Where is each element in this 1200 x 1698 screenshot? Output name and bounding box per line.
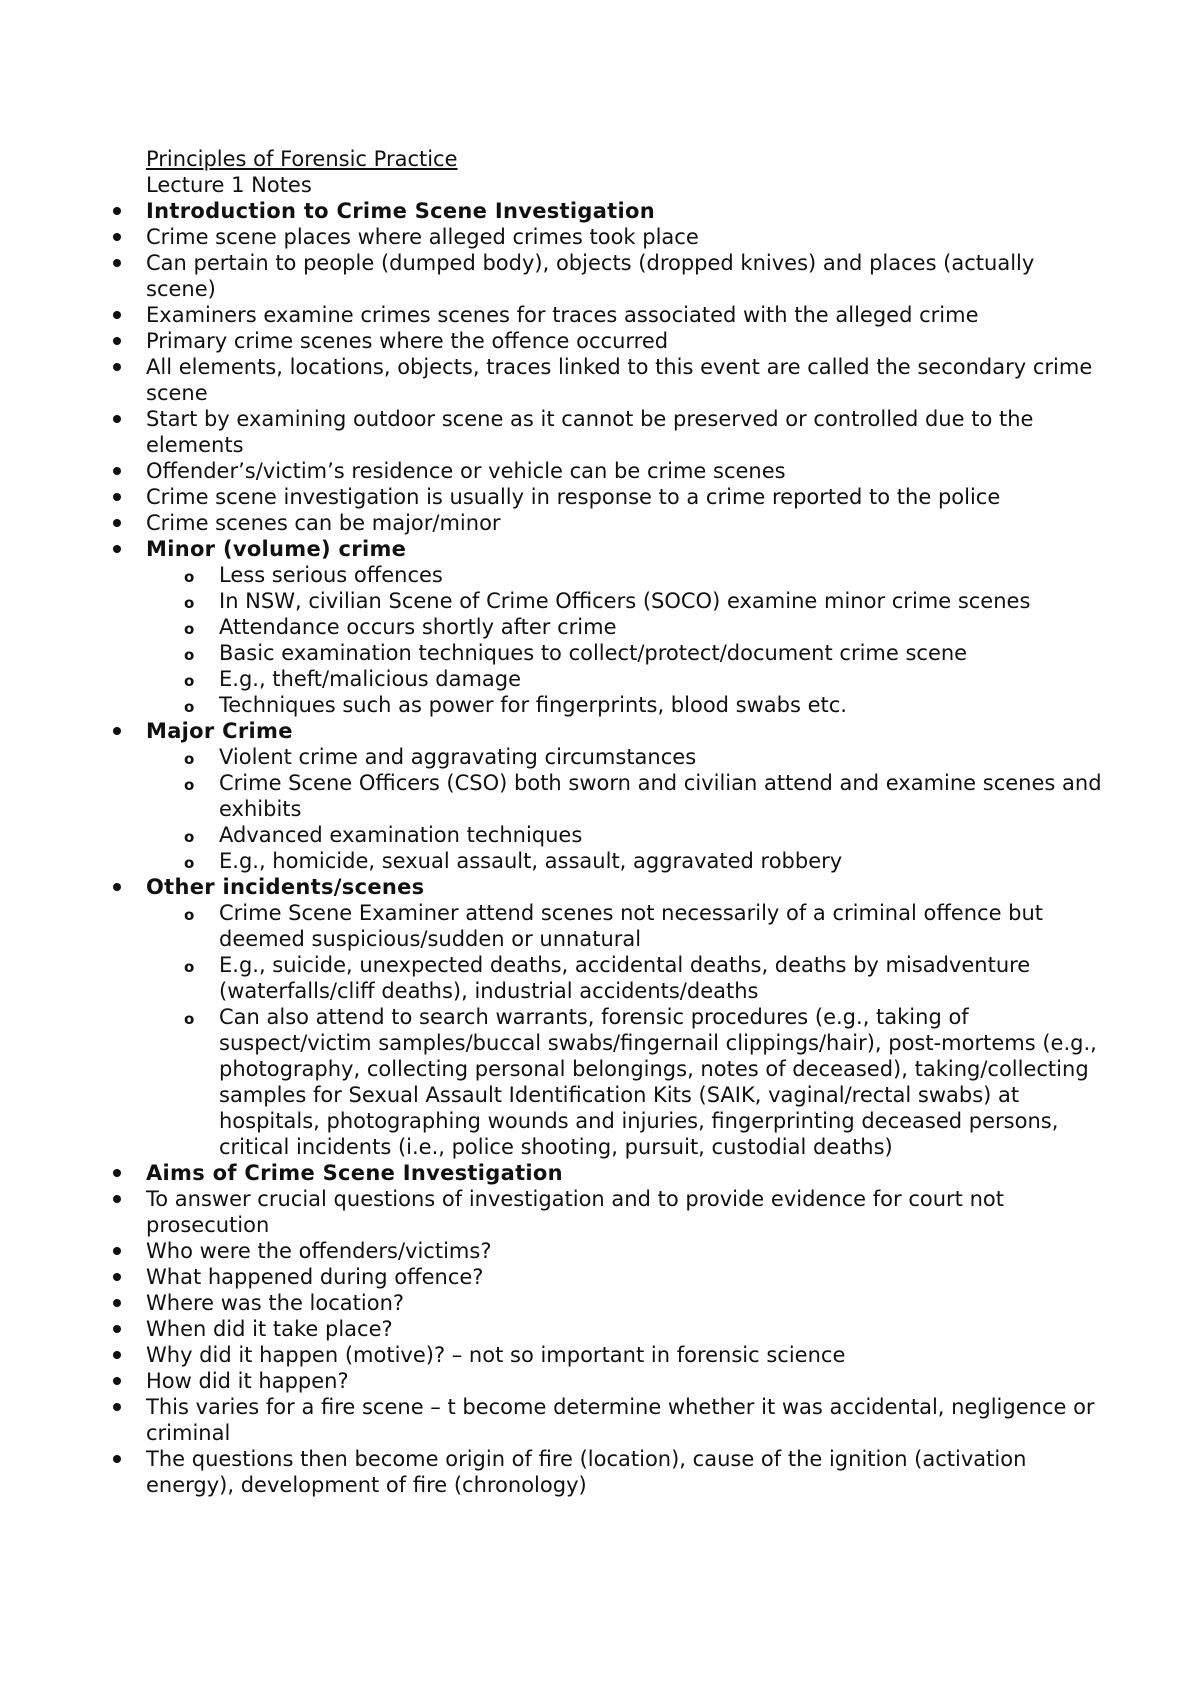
sub-list [146, 562, 1106, 718]
sub-bullet-marker: o [184, 906, 195, 924]
sub-bullet-item [184, 770, 1106, 822]
bullet-item [146, 328, 1106, 354]
sub-bullet-text: E.g., homicide, sexual assault, assault, aggravated robbery [219, 849, 843, 873]
bullet-dot-icon [113, 1351, 121, 1359]
bullet-item [146, 1264, 1106, 1290]
bullet-text: Can pertain to people (dumped body), objects (dropped knives) and places (actually scene) [146, 251, 1035, 301]
bullet-text: Who were the offenders/victims? [146, 1239, 492, 1263]
bullet-item [146, 458, 1106, 484]
sub-bullet-item [184, 952, 1106, 1004]
bullet-dot-icon [113, 1377, 121, 1385]
section-heading: Aims of Crime Scene Investigation [146, 1161, 563, 1185]
sub-bullet-text: In NSW, civilian Scene of Crime Officers (SOCO) examine minor crime scenes [219, 589, 1031, 613]
bullet-item [146, 484, 1106, 510]
bullet-dot-icon [113, 233, 121, 241]
bullet-dot-icon [113, 363, 121, 371]
sub-bullet-item [184, 692, 1106, 718]
sub-bullet-marker: o [184, 568, 195, 586]
bullet-item [146, 718, 1106, 874]
sub-bullet-item [184, 744, 1106, 770]
bullet-dot-icon [113, 337, 121, 345]
bullet-dot-icon [113, 1455, 121, 1463]
bullet-dot-icon [113, 727, 121, 735]
bullet-text: How did it happen? [146, 1369, 349, 1393]
sub-bullet-item [184, 562, 1106, 588]
section-heading: Introduction to Crime Scene Investigation [146, 199, 655, 223]
sub-bullet-marker: o [184, 620, 195, 638]
bullet-text: The questions then become origin of fire (location), cause of the ignition (activation energy), development of fire (chronology) [146, 1447, 1027, 1497]
bullet-item [146, 406, 1106, 458]
bullet-item [146, 1160, 1106, 1186]
bullet-text: All elements, locations, objects, traces linked to this event are called the secondary crime scene [146, 355, 1093, 405]
bullet-text: Examiners examine crimes scenes for traces associated with the alleged crime [146, 303, 979, 327]
document-title: Principles of Forensic Practice [146, 147, 458, 171]
bullet-item [146, 1316, 1106, 1342]
lecture-subtitle: Lecture 1 Notes [146, 173, 312, 197]
bullet-dot-icon [113, 493, 121, 501]
sub-bullet-marker: o [184, 750, 195, 768]
bullet-text: Crime scene places where alleged crimes took place [146, 225, 699, 249]
bullet-item [146, 1394, 1106, 1446]
bullet-text: This varies for a fire scene – t become determine whether it was accidental, negligence or criminal [146, 1395, 1095, 1445]
bullet-item [146, 874, 1106, 1160]
bullet-dot-icon [113, 1195, 121, 1203]
sub-list [146, 744, 1106, 874]
bullet-item [146, 198, 1106, 224]
bullet-item [146, 1290, 1106, 1316]
bullet-dot-icon [113, 1273, 121, 1281]
sub-bullet-text: Violent crime and aggravating circumstances [219, 745, 697, 769]
sub-bullet-marker: o [184, 594, 195, 612]
sub-bullet-item [184, 588, 1106, 614]
sub-bullet-item [184, 822, 1106, 848]
sub-bullet-text: E.g., suicide, unexpected deaths, accidental deaths, deaths by misadventure (waterfalls/cliff deaths), industrial accidents/deaths [219, 953, 1031, 1003]
bullet-text: Crime scene investigation is usually in response to a crime reported to the police [146, 485, 1001, 509]
sub-bullet-text: Crime Scene Examiner attend scenes not necessarily of a criminal offence but deemed suspicious/sudden or unnatural [219, 901, 1044, 951]
bullet-item [146, 1186, 1106, 1238]
section-heading: Minor (volume) crime [146, 537, 407, 561]
bullet-dot-icon [113, 467, 121, 475]
sub-bullet-marker: o [184, 698, 195, 716]
bullet-item [146, 354, 1106, 406]
section-heading: Major Crime [146, 719, 293, 743]
bullet-dot-icon [113, 207, 121, 215]
sub-bullet-marker: o [184, 854, 195, 872]
bullet-dot-icon [113, 545, 121, 553]
sub-bullet-item [184, 614, 1106, 640]
bullet-dot-icon [113, 1299, 121, 1307]
sub-bullet-text: Advanced examination techniques [219, 823, 583, 847]
bullet-item [146, 250, 1106, 302]
bullet-item [146, 1446, 1106, 1498]
document-content [146, 146, 1106, 1498]
sub-bullet-item [184, 900, 1106, 952]
sub-bullet-text: Crime Scene Officers (CSO) both sworn and civilian attend and examine scenes and exhibits [219, 771, 1102, 821]
bullet-dot-icon [113, 415, 121, 423]
bullet-item [146, 1368, 1106, 1394]
bullet-text: Primary crime scenes where the offence occurred [146, 329, 669, 353]
notes-list [146, 198, 1106, 1498]
sub-bullet-text: Can also attend to search warrants, forensic procedures (e.g., taking of suspect/victim samples/buccal swabs/fingernail clippings/hair), post-mortems (e.g., photography, collecting personal belongings, notes of deceased), taking/collecting samples for Sexual Assault Identification Kits (SAIK, vaginal/rectal swabs) at hospitals, photographing wounds and injuries, fingerprinting deceased persons, critical incidents (i.e., police shooting, pursuit, custodial deaths) [219, 1005, 1097, 1159]
sub-bullet-marker: o [184, 828, 195, 846]
bullet-text: Where was the location? [146, 1291, 405, 1315]
bullet-dot-icon [113, 519, 121, 527]
bullet-dot-icon [113, 1169, 121, 1177]
sub-bullet-text: E.g., theft/malicious damage [219, 667, 522, 691]
section-heading: Other incidents/scenes [146, 875, 425, 899]
bullet-item [146, 1342, 1106, 1368]
bullet-dot-icon [113, 1247, 121, 1255]
bullet-item [146, 536, 1106, 718]
sub-bullet-item [184, 640, 1106, 666]
bullet-text: Why did it happen (motive)? – not so important in forensic science [146, 1343, 846, 1367]
bullet-text: Offender’s/victim’s residence or vehicle can be crime scenes [146, 459, 786, 483]
sub-bullet-text: Basic examination techniques to collect/protect/document crime scene [219, 641, 968, 665]
sub-bullet-text: Techniques such as power for fingerprints, blood swabs etc. [219, 693, 847, 717]
sub-bullet-item [184, 1004, 1106, 1160]
sub-bullet-marker: o [184, 646, 195, 664]
sub-list [146, 900, 1106, 1160]
bullet-dot-icon [113, 1325, 121, 1333]
bullet-text: What happened during offence? [146, 1265, 484, 1289]
bullet-item [146, 302, 1106, 328]
sub-bullet-marker: o [184, 776, 195, 794]
bullet-text: To answer crucial questions of investigation and to provide evidence for court not prosecution [146, 1187, 1004, 1237]
bullet-item [146, 224, 1106, 250]
bullet-dot-icon [113, 259, 121, 267]
bullet-dot-icon [113, 311, 121, 319]
sub-bullet-text: Less serious offences [219, 563, 443, 587]
bullet-text: Start by examining outdoor scene as it cannot be preserved or controlled due to the elements [146, 407, 1034, 457]
bullet-item [146, 1238, 1106, 1264]
sub-bullet-marker: o [184, 1010, 195, 1028]
bullet-text: When did it take place? [146, 1317, 393, 1341]
sub-bullet-item [184, 848, 1106, 874]
bullet-text: Crime scenes can be major/minor [146, 511, 501, 535]
bullet-dot-icon [113, 883, 121, 891]
sub-bullet-item [184, 666, 1106, 692]
sub-bullet-marker: o [184, 958, 195, 976]
bullet-dot-icon [113, 1403, 121, 1411]
sub-bullet-marker: o [184, 672, 195, 690]
bullet-item [146, 510, 1106, 536]
sub-bullet-text: Attendance occurs shortly after crime [219, 615, 617, 639]
